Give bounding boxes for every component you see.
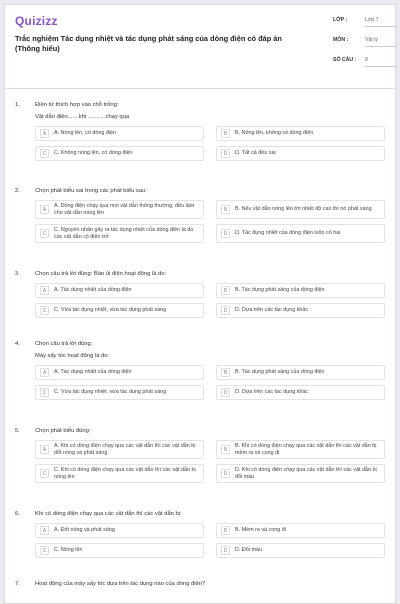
meta-subject <box>333 37 395 47</box>
option-text: A. Nóng lên, có dòng điện <box>54 130 117 137</box>
question-text: Chọn câu trả lời đúng: Bàn ủi điện hoạt động là do: <box>35 271 167 277</box>
question-text: Điền từ thích hợp vào chỗ trống: <box>35 102 119 108</box>
answer-options <box>15 365 385 400</box>
question-header <box>15 271 385 277</box>
option-letter-box: C <box>40 229 49 238</box>
option-letter-box: B <box>221 526 230 535</box>
answer-option-b[interactable] <box>216 523 385 538</box>
meta-class-label: LỚP : <box>333 17 348 23</box>
option-text: D. Khi có dòng điện chạy qua các vật dẫn thì các vật dẫn bị đổi màu <box>235 467 377 480</box>
option-text: D. Tất cả đều sai <box>235 150 276 157</box>
question-header <box>15 341 385 347</box>
option-text: A. Tác dụng nhiệt của dòng điện <box>54 287 132 294</box>
option-letter-box: B <box>221 286 230 295</box>
question-6 <box>15 511 385 558</box>
answer-option-c[interactable] <box>35 303 204 318</box>
option-letter-box: B <box>221 445 230 454</box>
option-letter-box: D <box>221 546 230 555</box>
worksheet-page <box>4 4 396 604</box>
answer-options <box>15 200 385 243</box>
question-header <box>15 581 385 587</box>
option-text: B. Nếu vật dẫn nóng lên tới nhiệt độ cao thì nó phát sáng <box>235 206 372 213</box>
option-letter-box: B <box>221 368 230 377</box>
answer-option-d[interactable] <box>216 303 385 318</box>
option-letter-box: A <box>40 368 49 377</box>
option-letter-box: B <box>221 129 230 138</box>
option-text: B. Khi có dòng điện chạy qua các vật dẫn thì các vật dẫn bị mềm ra và cong đi <box>235 443 377 456</box>
option-letter-box: A <box>40 526 49 535</box>
option-letter-box: D <box>221 306 230 315</box>
option-text: C. Khi có dòng điện chạy qua các vật dẫn thì các vật dẫn bị nóng lên <box>54 467 196 480</box>
option-text: A. Khi có dòng điện chạy qua các vật dẫn thì các vật dẫn bị đốt nóng và phát sáng <box>54 443 196 456</box>
answer-option-b[interactable] <box>216 126 385 141</box>
option-letter-box: A <box>40 445 49 454</box>
question-3 <box>15 271 385 318</box>
option-text: A. Đốt nóng và phát sáng <box>54 527 115 534</box>
option-text: D. Dựa trên các tác dụng khác <box>235 307 309 314</box>
option-letter-box: D <box>221 469 230 478</box>
question-header <box>15 428 385 434</box>
question-number: 7. <box>15 581 20 587</box>
question-header <box>15 511 385 517</box>
answer-option-c[interactable] <box>35 224 204 243</box>
answer-option-d[interactable] <box>216 543 385 558</box>
option-text: C. Nguyên nhân gây ra tác dụng nhiệt của dòng điện là do các vật dẫn có điện trở <box>54 227 194 240</box>
answer-options <box>15 440 385 483</box>
answer-options <box>15 126 385 161</box>
meta-count-value: 8 <box>365 57 395 67</box>
question-7 <box>15 581 385 587</box>
answer-option-c[interactable] <box>35 543 204 558</box>
option-letter-box: C <box>40 546 49 555</box>
option-letter-box: C <box>40 306 49 315</box>
option-text: B. Tác dụng phát sáng của dòng điện <box>235 287 325 294</box>
meta-subject-value: Vật lý <box>365 37 395 47</box>
option-letter-box: A <box>40 286 49 295</box>
question-number: 4. <box>15 341 20 347</box>
option-text: D. Dựa trên các tác dụng khác <box>235 389 309 396</box>
answer-option-a[interactable] <box>35 523 204 538</box>
question-number: 5. <box>15 428 20 434</box>
meta-class-value: Lớp 7 <box>365 17 395 27</box>
worksheet-meta <box>333 17 395 77</box>
answer-option-d[interactable] <box>216 464 385 483</box>
question-number: 3. <box>15 271 20 277</box>
question-number: 2. <box>15 188 20 194</box>
answer-option-d[interactable] <box>216 146 385 161</box>
worksheet-title: Trắc nghiệm Tác dụng nhiệt và tác dụng phát sáng của dòng điện có đáp án (Thông hiểu) <box>15 34 282 53</box>
option-letter-box: D <box>221 229 230 238</box>
question-header <box>15 188 385 194</box>
option-text: A. Tác dụng nhiệt của dòng điện <box>54 369 132 376</box>
quizizz-logo: Quizizz <box>15 14 58 28</box>
answer-option-a[interactable] <box>35 126 204 141</box>
answer-option-c[interactable] <box>35 464 204 483</box>
meta-class <box>333 17 395 27</box>
answer-option-b[interactable] <box>216 200 385 219</box>
question-text: Chọn phát biểu đúng: <box>35 428 91 434</box>
option-text: A. Dòng điện chạy qua mọi vật dẫn thông thường, đều làm cho vật dẫn nóng lên <box>54 203 195 216</box>
answer-option-a[interactable] <box>35 283 204 298</box>
answer-option-b[interactable] <box>216 283 385 298</box>
answer-option-a[interactable] <box>35 200 204 219</box>
question-2 <box>15 188 385 243</box>
option-letter-box: D <box>221 388 230 397</box>
option-text: C. Không nóng lên, có dòng điện <box>54 150 133 157</box>
meta-subject-label: MÔN : <box>333 37 349 43</box>
option-text: B. Mềm ra và cong đi <box>235 527 286 534</box>
option-letter-box: A <box>40 205 49 214</box>
option-text: D. Tác dụng nhiệt của dòng điện luôn có hại <box>235 230 341 237</box>
question-text: Hoạt động của máy sấy tóc dựa trên tác dụng nào của dòng điện? <box>35 581 206 587</box>
worksheet-header <box>5 5 395 89</box>
option-text: C. Vừa tác dụng nhiệt, vừa tác dụng phát sáng <box>54 307 167 314</box>
answer-option-b[interactable] <box>216 365 385 380</box>
option-text: C. Vừa tác dụng nhiệt, vừa tác dụng phát sáng <box>54 389 167 396</box>
question-subtext: Máy sấy tóc hoạt động là do: <box>35 353 110 359</box>
option-text: B. Nóng lên, không có dòng điện <box>235 130 314 137</box>
meta-count-label: SỐ CÂU : <box>333 57 357 63</box>
option-letter-box: B <box>221 205 230 214</box>
question-5 <box>15 428 385 483</box>
option-letter-box: C <box>40 469 49 478</box>
question-text: Chọn phát biểu sai trong các phát biểu sau: <box>35 188 147 194</box>
question-1 <box>15 102 385 161</box>
option-letter-box: C <box>40 149 49 158</box>
option-text: C. Nóng lên <box>54 547 83 554</box>
answer-options <box>15 283 385 318</box>
question-4 <box>15 341 385 400</box>
question-text: Khi có dòng điện chạy qua các vật dẫn thì các vật dẫn bị: <box>35 511 182 517</box>
question-number: 6. <box>15 511 20 517</box>
option-letter-box: D <box>221 149 230 158</box>
question-number: 1. <box>15 102 20 108</box>
meta-count <box>333 57 395 67</box>
option-text: B. Tác dụng phát sáng của dòng điện <box>235 369 325 376</box>
question-header <box>15 102 385 108</box>
answer-option-c[interactable] <box>35 385 204 400</box>
answer-options <box>15 523 385 558</box>
answer-option-a[interactable] <box>35 365 204 380</box>
answer-option-a[interactable] <box>35 440 204 459</box>
answer-option-b[interactable] <box>216 440 385 459</box>
question-text: Chọn câu trả lời đúng: <box>35 341 93 347</box>
answer-option-c[interactable] <box>35 146 204 161</box>
question-subtext: Vật dẫn điện.......khi ...........chạy qua <box>35 114 130 120</box>
answer-option-d[interactable] <box>216 385 385 400</box>
answer-option-d[interactable] <box>216 224 385 243</box>
option-text: D. Đổi màu <box>235 547 262 554</box>
option-letter-box: A <box>40 129 49 138</box>
option-letter-box: C <box>40 388 49 397</box>
